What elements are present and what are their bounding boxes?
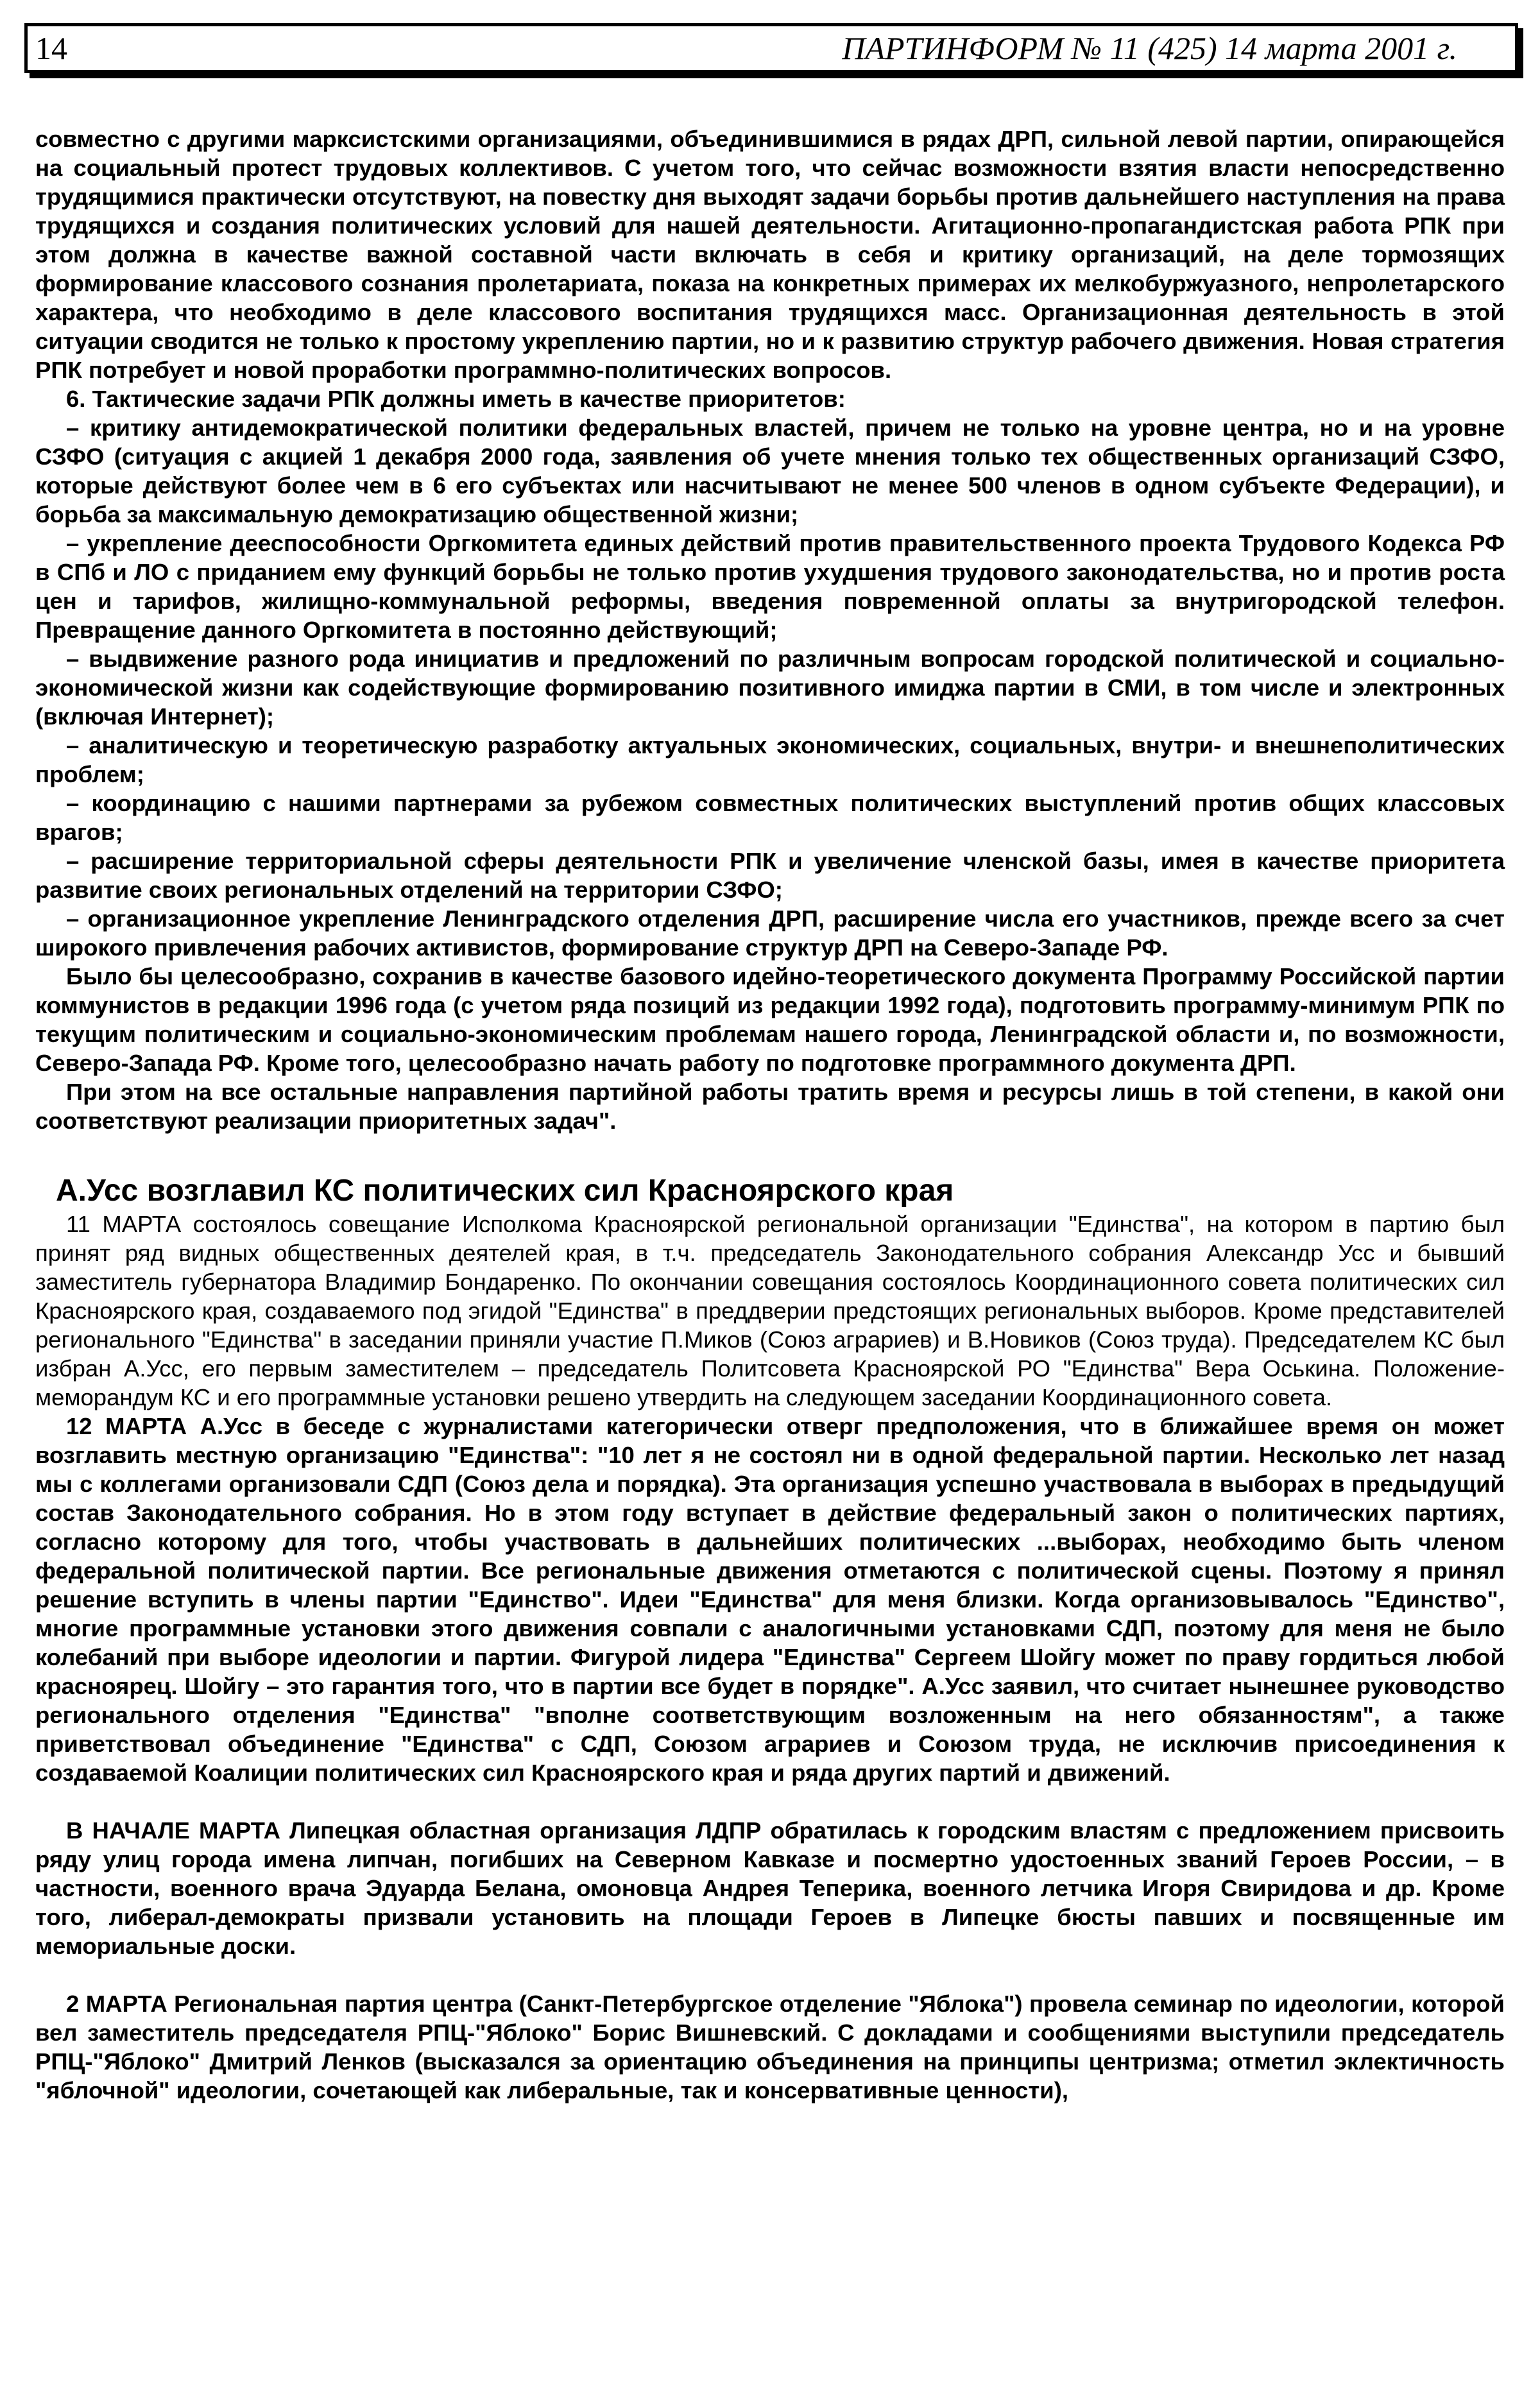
article-paragraph: 12 МАРТА А.Усс в беседе с журналистами категорически отверг предположения, что в ближайшее время он может возглавить местную организацию "Единства": "10 лет я не состоял ни в одной федеральной партии. Несколько лет назад мы с коллегами организовали СДП (Союз дела и порядка). Эта организация успешно участвовала в выборах в предыдущий состав Законодательного собрания. Но в этом году вступает в действие федеральный закон о политических партиях, согласно которому для того, чтобы участвовать в дальнейших политических ...выборах, необходимо быть членом федеральной политической партии. Все региональные движения отметаются с политической сцены. Поэтому я принял решение вступить в члены партии "Единство". Идеи "Единства" для меня близки. Когда организовывалось "Единство", многие программные установки этого движения совпали с аналогичными установками СДП, поэтому для меня не было колебаний при выборе идеологии и партии. Фигурой лидера "Единства" Сергеем Шойгу может по праву гордиться любой красноярец. Шойгу – это гарантия того, что в партии все будет в порядке". А.Усс заявил, что считает нынешнее руководство регионального отделения "Единства" "вполне соответствующим возложенным на него обязанностям", а также приветствовал объединение "Единства" с СДП, Союзом аграриев и Союзом труда, не исключив присоединения к создаваемой Коалиции политических сил Красноярского края и ряда других партий и движений. — [35, 1413, 1505, 1786]
list-item: – укрепление дееспособности Оргкомитета единых действий против правительственного проекта Трудового Кодекса РФ в СПб и ЛО с приданием ему функций борьбы не только против ухудшения трудового законодательства, но и против роста цен и тарифов, жилищно-коммунальной реформы, введения повременной оплаты за внутригородской телефон. Превращение данного Оргкомитета в постоянно действующий; — [35, 530, 1505, 643]
closing-paragraph: Было бы целесообразно, сохранив в качестве базового идейно-теоретического документа Программу Российской партии коммунистов в редакции 1996 года (с учетом ряда позиций из редакции 1992 года), подготовить программу-минимум РПК по текущим политическим и социально-экономическим проблемам нашего города, Ленинградской области и, по возможности, Северо-Запада РФ. Кроме того, целесообразно начать работу по подготовке программного документа ДРП. — [35, 963, 1505, 1076]
list-item: – выдвижение разного рода инициатив и предложений по различным вопросам городской политической и социально-экономической жизни как содействующие формированию позитивного имиджа партии в СМИ, в том числе и электронных (включая Интернет); — [35, 646, 1505, 730]
closing-paragraph: При этом на все остальные направления партийной работы тратить время и ресурсы лишь в той степени, в какой они соответствуют реализации приоритетных задач". — [35, 1079, 1505, 1134]
intro-paragraph: совместно с другими марксистскими организациями, объединившимися в рядах ДРП, сильной левой партии, опирающейся на социальный протест трудовых коллективов. С учетом того, что сейчас возможности взятия власти непосредственно трудящимися практически отсутствуют, на повестку дня выходят задачи борьбы против дальнейшего наступления на права трудящихся и создания политических условий для нашей деятельности. Агитационно-пропагандистская работа РПК при этом должна в качестве важной составной части включать в себя и критику организаций, на деле тормозящих формирование классового сознания пролетариата, показа на конкретных примерах их мелкобуржуазного, непролетарского характера, что необходимо в деле классового воспитания трудящихся масс. Организационная деятельность в этой ситуации сводится не только к простому укреплению партии, но и к развитию структур рабочего движения. Новая стратегия РПК потребует и новой проработки программно-политических вопросов. — [35, 126, 1505, 383]
list-item: – аналитическую и теоретическую разработку актуальных экономических, социальных, внутри- и внешнеполитических проблем; — [35, 732, 1505, 787]
news-item: 2 МАРТА Региональная партия центра (Санкт-Петербургское отделение "Яблока") провела семинар по идеологии, которой вел заместитель председателя РПЦ-"Яблоко" Борис Вишневский. С докладами и сообщениями выступили председатель РПЦ-"Яблоко" Дмитрий Ленков (высказался за ориентацию объединения на принципы центризма; отметил эклектичность "яблочной" идеологии, сочетающей как либеральные, так и консервативные ценности), — [35, 1991, 1505, 2104]
masthead: ПАРТИНФОРМ № 11 (425) 14 марта 2001 г. — [842, 30, 1457, 66]
article-paragraph: 11 МАРТА состоялось совещание Исполкома Красноярской региональной организации "Единства", на котором в партию был принят ряд видных общественных деятелей края, в т.ч. председатель Законодательного собрания Александр Усс и бывший заместитель губернатора Владимир Бондаренко. По окончании совещания состоялось Координационного совета политических сил Красноярского края, создаваемого под эгидой "Единства" в преддверии предстоящих региональных выборов. Кроме представителей регионального "Единства" в заседании приняли участие П.Миков (Союз аграриев) и В.Новиков (Союз труда). Председателем КС был избран А.Усс, его первым заместителем – председатель Политсовета Красноярской РО "Единства" Вера Оськина. Положение-меморандум КС и его программные установки решено утвердить на следующем заседании Координационного совета. — [35, 1211, 1505, 1410]
article-title: А.Усс возглавил КС политических сил Красноярского края — [56, 1174, 954, 1208]
list-item: – критику антидемократической политики федеральных властей, причем не только на уровне центра, но и на уровне СЗФО (ситуация с акцией 1 декабря 2000 года, заявления об учете мнения только тех общественных организаций СЗФО, которые действуют более чем в 6 его субъектах или насчитывают не менее 500 членов в одном субъекте Федерации), и борьба за максимальную демократизацию общественной жизни; — [35, 415, 1505, 527]
page-content — [35, 124, 1505, 2105]
list-item: – координацию с нашими партнерами за рубежом совместных политических выступлений против общих классовых врагов; — [35, 790, 1505, 845]
list-item: – расширение территориальной сферы деятельности РПК и увеличение членской базы, имея в качестве приоритета развитие своих региональных отделений на территории СЗФО; — [35, 848, 1505, 903]
page-header — [24, 23, 1518, 73]
news-item: В НАЧАЛЕ МАРТА Липецкая областная организация ЛДПР обратилась к городским властям с предложением присвоить ряду улиц города имена липчан, погибших на Северном Кавказе и посмертно удостоенных званий Героев России, – в частности, военного врача Эдуарда Белана, омоновца Андрея Теперика, военного летчика Игоря Свиридова и др. Кроме того, либерал-демократы призвали установить на площади Героев в Липецке бюсты павших и посвященные им мемориальные доски. — [35, 1817, 1505, 1959]
page-number: 14 — [35, 30, 67, 66]
list-item: – организационное укрепление Ленинградского отделения ДРП, расширение числа его участников, прежде всего за счет широкого привлечения рабочих активистов, формирование структур ДРП на Северо-Западе РФ. — [35, 905, 1505, 961]
tactics-title: 6. Тактические задачи РПК должны иметь в качестве приоритетов: — [66, 386, 846, 412]
